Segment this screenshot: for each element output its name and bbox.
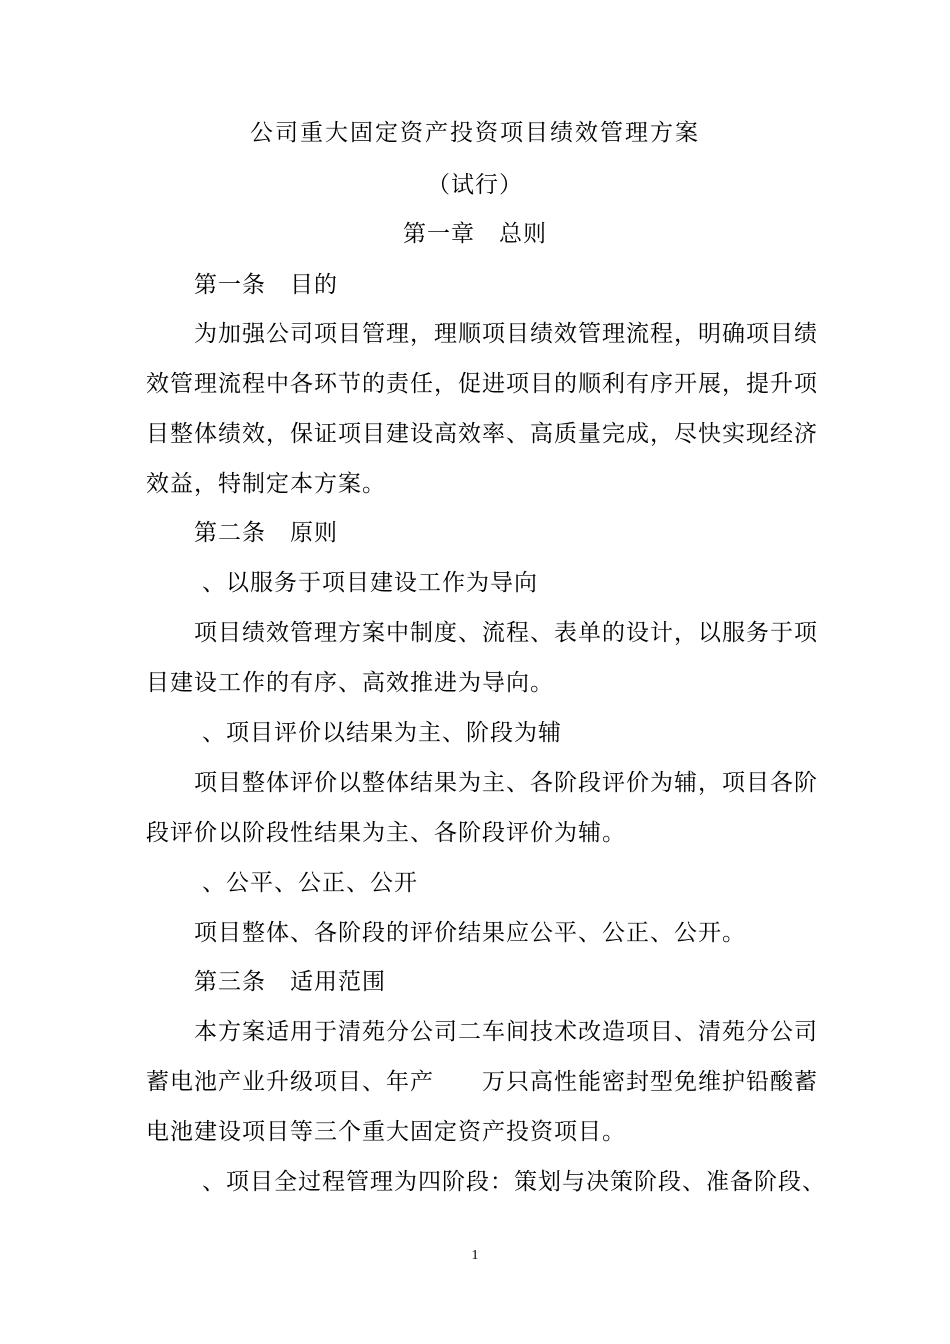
paragraph-line: 蓄电池产业升级项目、年产 万只高性能密封型免维护铅酸蓄 (146, 1069, 818, 1095)
article-heading: 第二条 原则 (194, 520, 338, 546)
paragraph-line: 目建设工作的有序、高效推进为导向。 (146, 670, 554, 696)
paragraph-line: 项目整体、各阶段的评价结果应公平、公正、公开。 (194, 920, 746, 946)
paragraph-line: 项目整体评价以整体结果为主、各阶段评价为辅，项目各阶 (194, 770, 818, 796)
paragraph-line: 项目绩效管理方案中制度、流程、表单的设计，以服务于项 (194, 620, 818, 646)
document-subtitle: （试行） (427, 172, 523, 198)
paragraph-line: 段评价以阶段性结果为主、各阶段评价为辅。 (146, 820, 626, 846)
document-title: 公司重大固定资产投资项目绩效管理方案 (250, 120, 700, 146)
paragraph-line: 为加强公司项目管理，理顺项目绩效管理流程，明确项目绩 (194, 321, 818, 347)
article-heading: 第三条 适用范围 (194, 969, 386, 995)
list-item-heading: 、项目全过程管理为四阶段：策划与决策阶段、准备阶段、 (202, 1169, 826, 1195)
list-item-heading: 、项目评价以结果为主、阶段为辅 (202, 720, 562, 746)
paragraph-line: 效益，特制定本方案。 (146, 471, 386, 497)
page-number: 1 (471, 1248, 479, 1263)
paragraph-line: 电池建设项目等三个重大固定资产投资项目。 (146, 1119, 626, 1145)
list-item-heading: 、公平、公正、公开 (202, 870, 418, 896)
paragraph-line: 本方案适用于清苑分公司二车间技术改造项目、清苑分公司 (194, 1019, 818, 1045)
article-heading: 第一条 目的 (194, 272, 338, 298)
chapter-heading: 第一章 总则 (403, 221, 547, 247)
paragraph-line: 目整体绩效，保证项目建设高效率、高质量完成，尽快实现经济 (146, 421, 818, 447)
list-item-heading: 、以服务于项目建设工作为导向 (202, 570, 538, 596)
paragraph-line: 效管理流程中各环节的责任，促进项目的顺利有序开展，提升项 (146, 371, 818, 397)
